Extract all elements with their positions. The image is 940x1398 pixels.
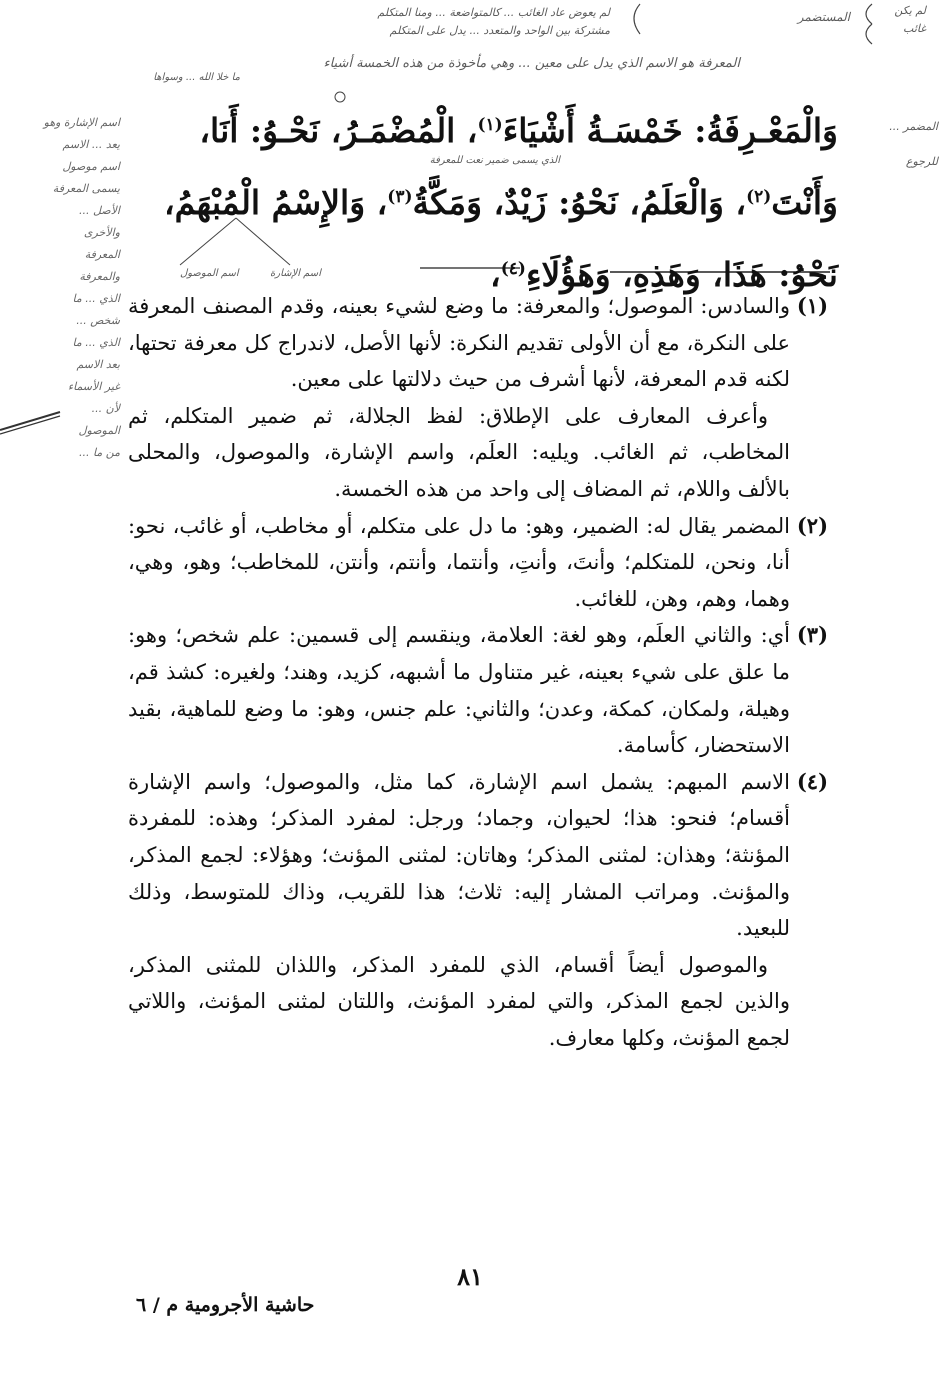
margin-note: من ما ... <box>79 446 120 459</box>
margin-note: الذي ... ما <box>72 336 120 349</box>
footnote-1 <box>128 288 828 398</box>
handwritten-above-matn: الذي يسمى ضمير نعت للمعرفة <box>429 155 560 166</box>
matn-text-segment: وَأَنْتَ <box>771 183 838 222</box>
footnote-paragraph: أي: والثاني العلَم، وهو لغة: العلامة، وينقسم إلى قسمين: علم شخص؛ وهو: ما علق على شيء بعينه، غير متناول ما أشبهه، كزيد، وهند؛ ولغيره: كشذ قم، وهيلة، ولمكان، كمكة، وعدن؛ والثاني: علم جنس، وهو: ما وضع للماهية، بقيد الاستحضار، كأسامة. <box>128 623 790 758</box>
matn-text-segment: نَحْوُ: هَذَا، وَهَذِهِ، وَهَؤُلَاءِ <box>525 255 838 294</box>
matn-text-segment: ، وَالْعَلَمُ، نَحْوُ: زَيْدٌ، وَمَكَّةُ <box>412 183 747 222</box>
handwritten-bracket-label-3: المستضمر <box>797 10 850 24</box>
footnote-paragraph: الاسم المبهم: يشمل اسم الإشارة، كما مثل، والموصول؛ واسم الإشارة أقسام؛ فنحو: هذا؛ لحيوان، وجماد؛ ورجل: لمفرد المذكر؛ وهذه: للمفردة المؤنثة؛ وهذان: لمثنى المذكر؛ وهاتان: لمثنى المؤنث؛ وهؤلاء: لجمع المذكر، والمؤنث. ومراتب المشار إليه: ثلاث؛ هذا للقريب، وذاك للمتوسط، وذلك للبعيد. <box>128 769 790 941</box>
footnote-number: (٢) <box>796 512 828 538</box>
footnote-2 <box>128 508 828 618</box>
handwritten-bracket-label-2: غائب <box>903 22 926 35</box>
footnote-paragraph: المضمر يقال له: الضمير، وهو: ما دل على متكلم، أو مخاطب، أو غائب، نحو: أنا، ونحن، للمتكلم؛ وأنتَ، وأنتِ، وأنتما، وأنتم، وأنتن، للمخاطب؛ وهو، وهي، وهما، وهم، وهن، للغائب. <box>128 513 790 611</box>
matn-line-2 <box>120 164 838 236</box>
handwritten-bracket-label-1: لم يكن <box>894 4 926 17</box>
margin-note: لأن ... <box>91 402 120 415</box>
matn-text <box>120 92 838 308</box>
footnotes <box>128 288 828 1056</box>
margin-note: يعد ... الاسم <box>62 138 120 151</box>
footnote-number: (٣) <box>796 622 828 648</box>
page-number: ٨١ <box>457 1262 483 1291</box>
footnote-ref-4[interactable]: (٤) <box>500 259 526 279</box>
footnote-3 <box>128 617 828 763</box>
footnote-1-paragraph-2: وأعرف المعارف على الإطلاق: لفظ الجلالة، ثم ضمير المتكلم، ثم المخاطب، ثم الغائب. ويليه: العلَم، واسم الإشارة، والموصول، والمحلى بالألف واللام، ثم المضاف إلى واحد من هذه الخمسة. <box>128 403 790 501</box>
margin-note: شخص ... <box>76 314 120 327</box>
margin-note: الموصول <box>78 424 120 437</box>
footnote-4-paragraph-2: والموصول أيضاً أقسام، الذي للمفرد المذكر، واللذان للمثنى المذكر، والذين لجمع المذكر، والتي لمفرد المؤنث، واللتان لمثنى المؤنث، واللاتي لجمع المؤنث، وكلها معارف. <box>128 952 790 1050</box>
margin-note: اسم الإشارة وهو <box>43 116 120 129</box>
handwritten-right-margin-1: المضمر ... <box>889 120 938 133</box>
margin-note: الذي ... ما <box>72 292 120 305</box>
footnote-ref-1[interactable]: (١) <box>477 115 503 135</box>
matn-text-segment: ، وَالإِسْمُ الْمُبْهَمُ، <box>164 183 388 222</box>
margin-note: والأخرى <box>83 226 120 239</box>
footnote-number: (١) <box>796 293 828 318</box>
handwritten-note-top-4: ما خلا الله ... وسواها <box>153 72 240 83</box>
handwritten-right-margin-2: للرجوع <box>905 155 938 168</box>
handwritten-label-ishara: اسم الإشارة <box>270 268 321 279</box>
matn-text-segment: ، <box>490 255 501 294</box>
handwritten-note-top-2: مشتركة بين الواحد والمتعدد ... يدل على المتكلم <box>389 24 610 37</box>
margin-note: المعرفة <box>84 248 120 261</box>
matn-text-segment: ، الْمُضْمَـرُ، نَحْـوُ: أَنَا، <box>199 111 478 150</box>
footnote-number: (٤) <box>796 768 828 794</box>
footnote-ref-3[interactable]: (٣) <box>387 187 413 207</box>
footnote-paragraph: والسادس: الموصول؛ والمعرفة: ما وضع لشيء بعينه، وقدم المصنف المعرفة على النكرة، مع أن الأولى تقديم النكرة: لأنها الأصل، لاندراج كل معرفة تحتها، لكنه قدم المعرفة، لأنها أشرف من حيث دلالتها على معين. <box>128 294 790 392</box>
margin-note: يسمى المعرفة <box>52 182 120 195</box>
footer-book-title: حاشية الأجرومية م / ٦ <box>136 1294 315 1316</box>
footnote-ref-2[interactable]: (٢) <box>746 187 772 207</box>
margin-note: غير الأسماء <box>67 380 120 393</box>
matn-line-1 <box>120 92 838 164</box>
handwritten-label-mawsul: اسم الموصول <box>180 268 239 279</box>
handwritten-note-top-3: المعرفة هو الاسم الذي يدل على معين ... وهي مأخوذة من هذه الخمسة أشياء <box>323 56 740 71</box>
margin-note: الأصل ... <box>79 204 120 217</box>
footnote-4 <box>128 764 828 947</box>
margin-note: بعد الاسم <box>76 358 120 371</box>
matn-text-segment: وَالْمَعْـرِفَةُ: خَمْسَـةُ أَشْيَاءَ <box>502 111 838 150</box>
margin-note: والمعرفة <box>79 270 120 283</box>
handwritten-note-top-1: لم يعوض عاد الغائب ... كالمتواضعة ... ومنا المتكلم <box>377 6 610 19</box>
margin-note: اسم موصول <box>62 160 120 173</box>
